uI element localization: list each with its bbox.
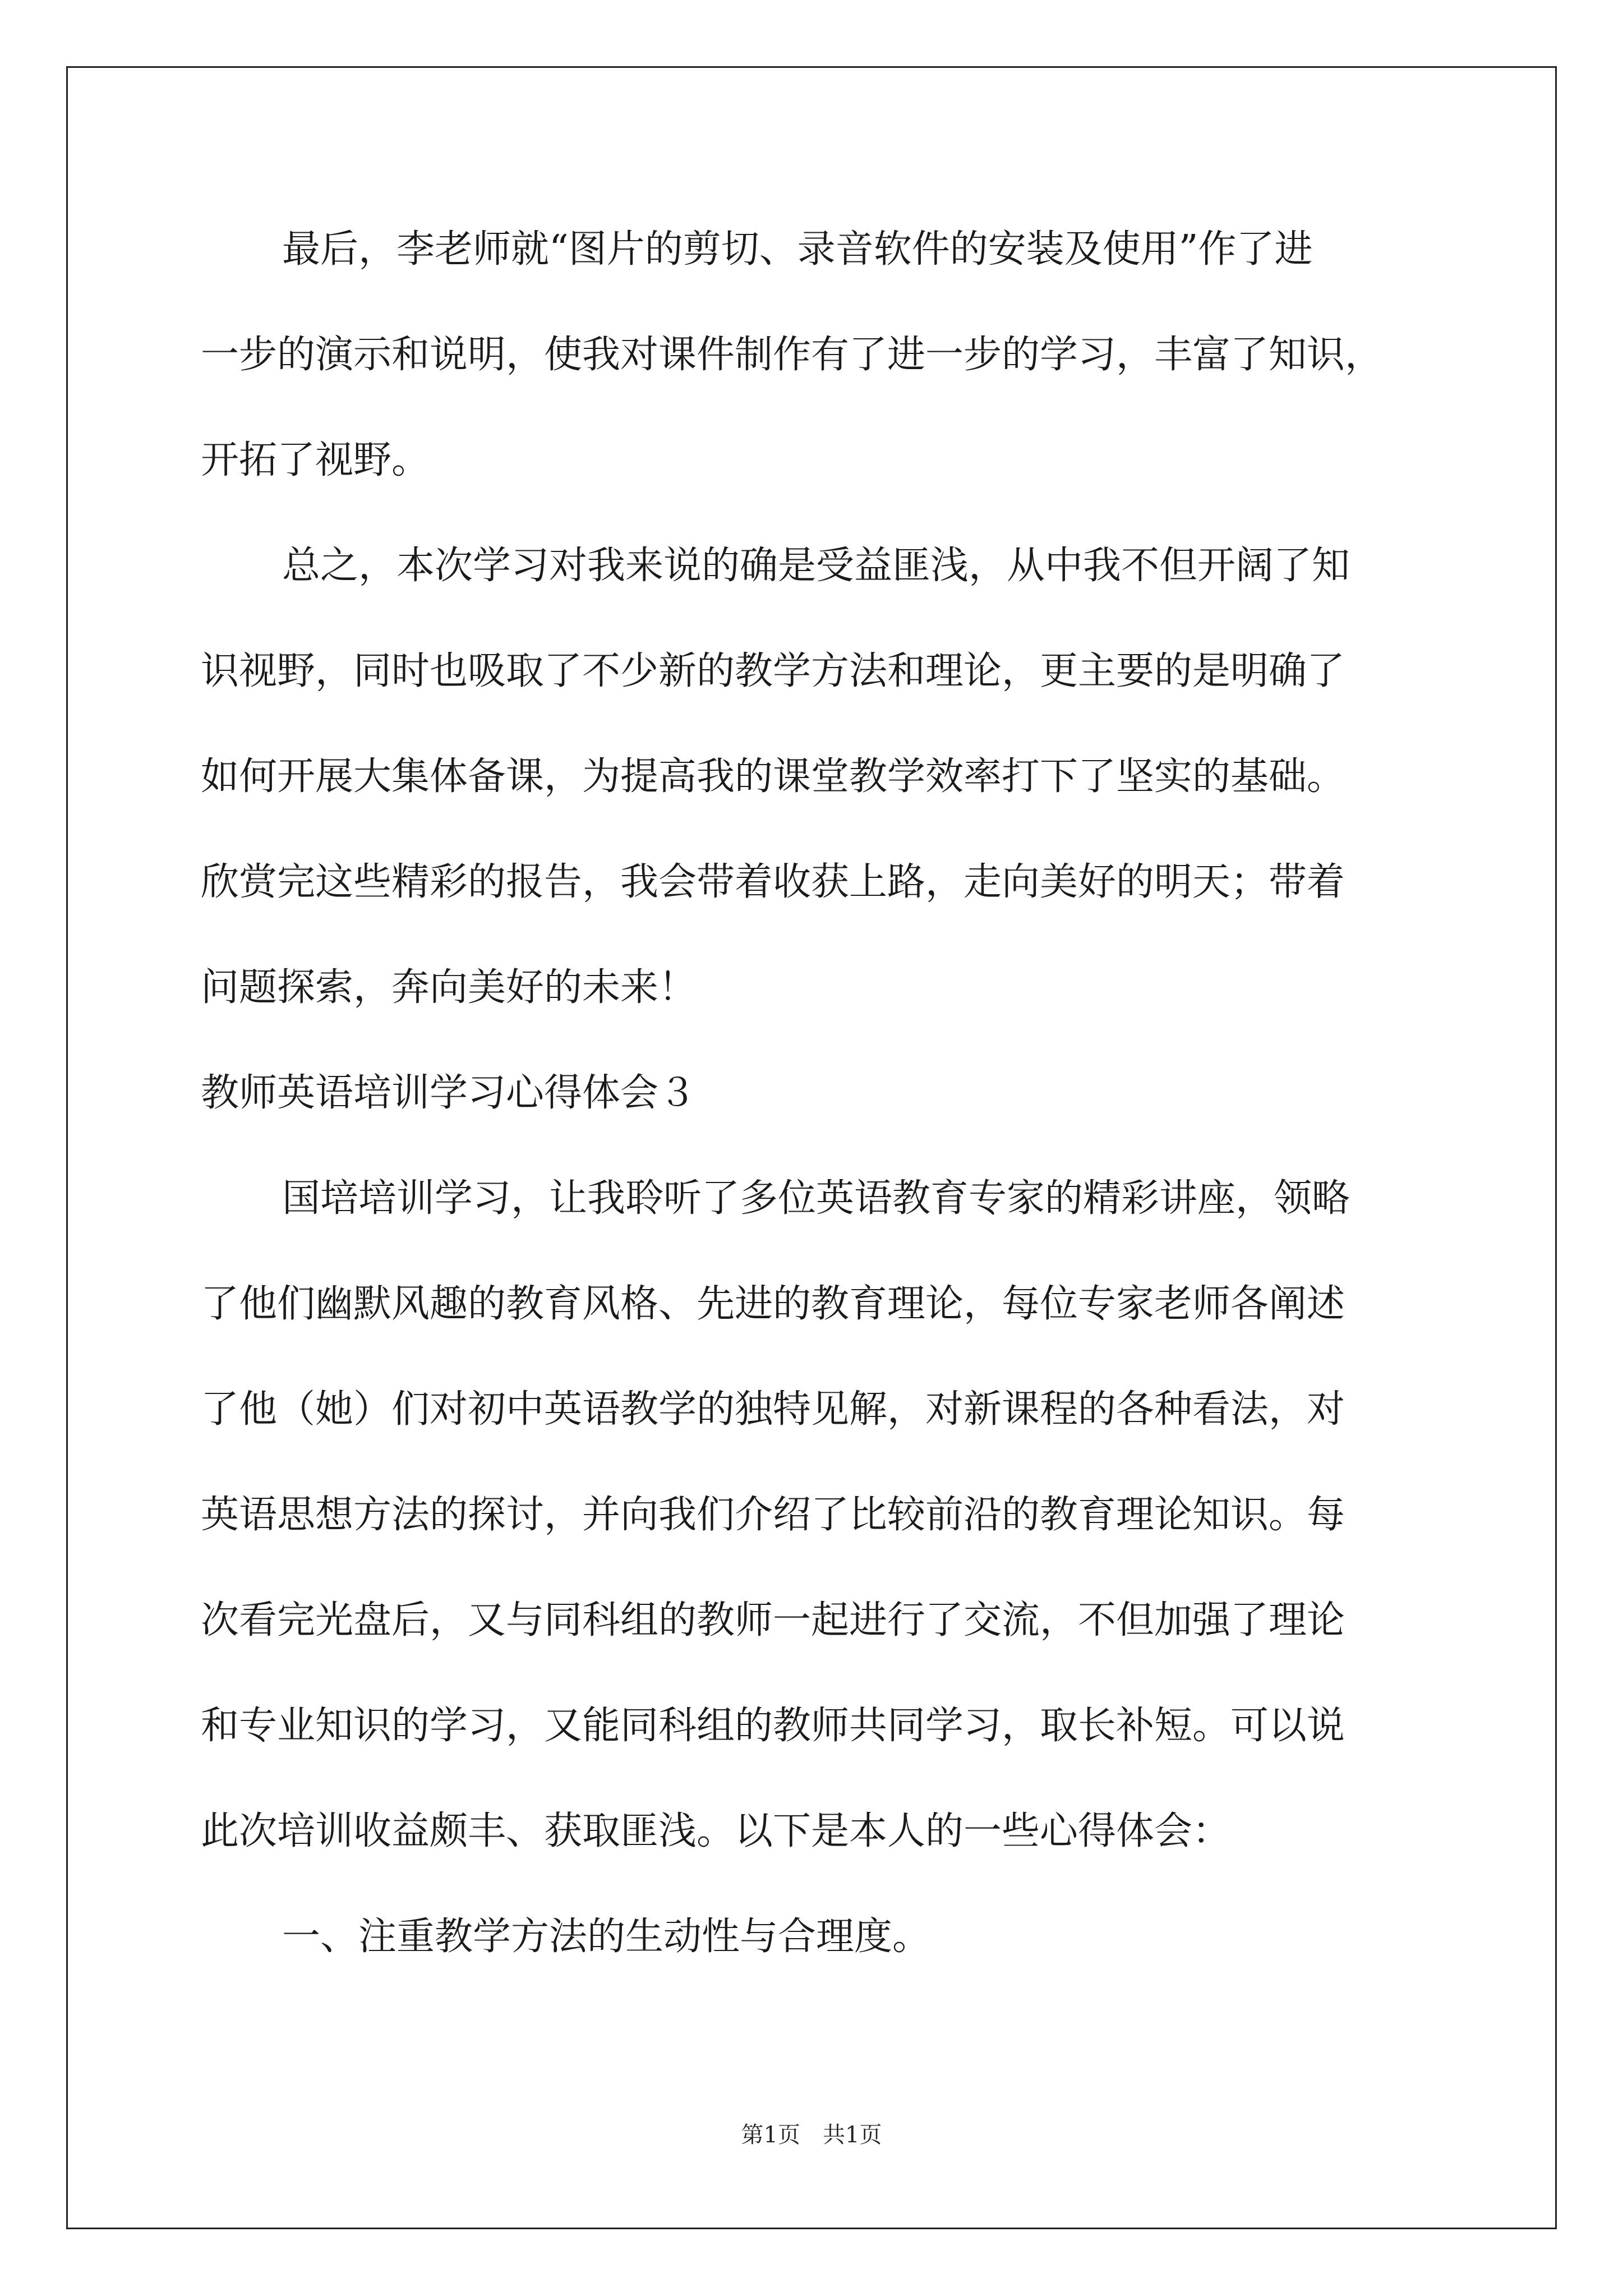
page-footer	[0, 2119, 1623, 2151]
paragraph-line: 了他（她）们对初中英语教学的独特见解，对新课程的各种看法，对	[201, 1387, 1345, 1432]
paragraph-line: 次看完光盘后，又与同科组的教师一起进行了交流，不但加强了理论	[201, 1598, 1345, 1642]
paragraph-line: 总之，本次学习对我来说的确是受益匪浅，从中我不但开阔了知	[282, 544, 1350, 588]
paragraph-line: 一步的演示和说明，使我对课件制作有了进一步的学习，丰富了知识，	[201, 333, 1384, 377]
paragraph-line: 最后，李老师就“图片的剪切、录音软件的安装及使用”作了进	[282, 227, 1313, 272]
paragraph-line: 国培培训学习，让我聆听了多位英语教育专家的精彩讲座，领略	[282, 1176, 1350, 1221]
page-number: 第1页	[741, 2122, 800, 2148]
paragraph-line: 英语思想方法的探讨，并向我们介绍了比较前沿的教育理论知识。每	[201, 1493, 1345, 1537]
paragraph-line: 欣赏完这些精彩的报告，我会带着收获上路，走向美好的明天；带着	[201, 860, 1345, 904]
paragraph-line: 识视野，同时也吸取了不少新的教学方法和理论，更主要的是明确了	[201, 649, 1345, 693]
paragraph-line: 开拓了视野。	[201, 438, 430, 482]
paragraph-line: 问题探索，奔向美好的未来！	[201, 965, 697, 1010]
paragraph-line: 如何开展大集体备课，为提高我的课堂教学效率打下了坚实的基础。	[201, 754, 1345, 799]
section-heading: 教师英语培训学习心得体会３	[201, 1071, 697, 1115]
page-total: 共1页	[823, 2122, 882, 2148]
page-border	[66, 66, 1557, 2229]
paragraph-line: 和专业知识的学习，又能同科组的教师共同学习，取长补短。可以说	[201, 1704, 1345, 1748]
paragraph-line: 一、注重教学方法的生动性与合理度。	[282, 1915, 931, 1959]
paragraph-line: 了他们幽默风趣的教育风格、先进的教育理论，每位专家老师各阐述	[201, 1282, 1345, 1326]
paragraph-line: 此次培训收益颇丰、获取匪浅。以下是本人的一些心得体会：	[201, 1809, 1231, 1853]
